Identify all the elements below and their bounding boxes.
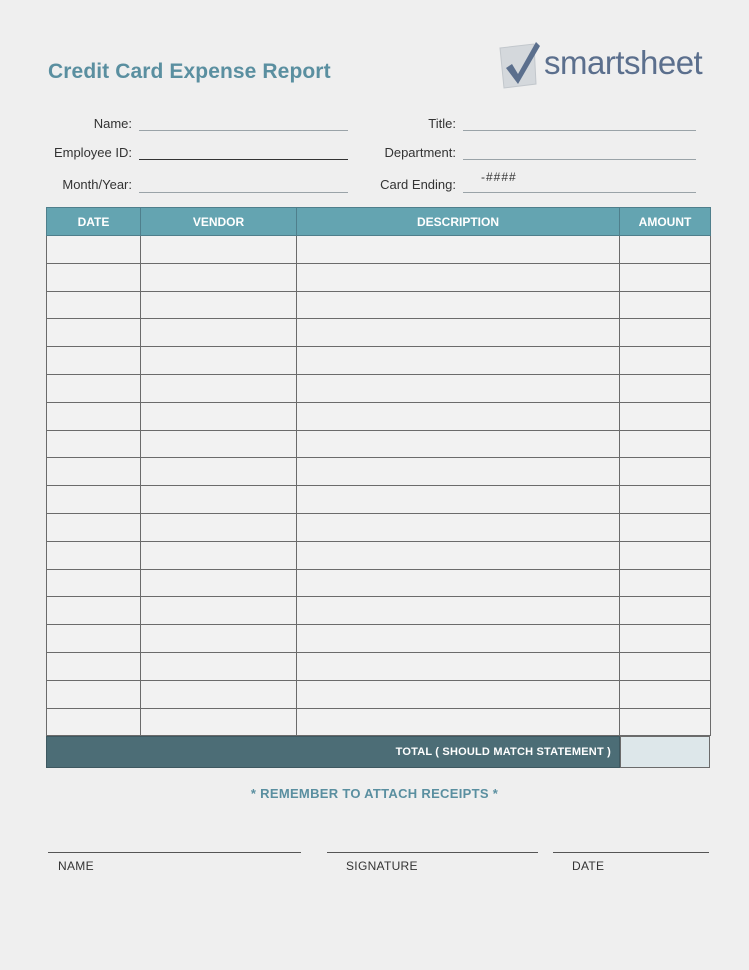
vendor-cell[interactable] — [141, 263, 297, 291]
vendor-cell[interactable] — [141, 569, 297, 597]
table-row — [47, 430, 711, 458]
department-label: Department: — [384, 145, 456, 160]
column-header-date: DATE — [47, 208, 141, 236]
description-cell[interactable] — [297, 625, 620, 653]
table-row — [47, 486, 711, 514]
date-cell[interactable] — [47, 625, 141, 653]
amount-cell[interactable] — [620, 263, 711, 291]
vendor-cell[interactable] — [141, 236, 297, 264]
vendor-cell[interactable] — [141, 430, 297, 458]
description-cell[interactable] — [297, 680, 620, 708]
table-row — [47, 263, 711, 291]
table-row — [47, 458, 711, 486]
description-cell[interactable] — [297, 347, 620, 375]
date-cell[interactable] — [47, 263, 141, 291]
vendor-cell[interactable] — [141, 486, 297, 514]
date-cell[interactable] — [47, 319, 141, 347]
signature-line[interactable] — [327, 852, 538, 853]
month-year-label: Month/Year: — [62, 177, 132, 192]
vendor-cell[interactable] — [141, 319, 297, 347]
date-cell[interactable] — [47, 652, 141, 680]
amount-cell[interactable] — [620, 319, 711, 347]
description-cell[interactable] — [297, 263, 620, 291]
description-cell[interactable] — [297, 652, 620, 680]
date-cell[interactable] — [47, 374, 141, 402]
amount-cell[interactable] — [620, 652, 711, 680]
amount-cell[interactable] — [620, 486, 711, 514]
table-row — [47, 347, 711, 375]
description-cell[interactable] — [297, 319, 620, 347]
logo-text: smartsheet — [544, 44, 703, 81]
amount-cell[interactable] — [620, 374, 711, 402]
date-cell[interactable] — [47, 513, 141, 541]
name-signature-line[interactable] — [48, 852, 301, 853]
amount-cell[interactable] — [620, 402, 711, 430]
vendor-cell[interactable] — [141, 541, 297, 569]
date-cell[interactable] — [47, 680, 141, 708]
vendor-cell[interactable] — [141, 680, 297, 708]
page-title: Credit Card Expense Report — [48, 60, 331, 83]
card-ending-value: -#### — [481, 170, 517, 184]
description-cell[interactable] — [297, 458, 620, 486]
description-cell[interactable] — [297, 569, 620, 597]
description-cell[interactable] — [297, 513, 620, 541]
date-cell[interactable] — [47, 486, 141, 514]
date-cell[interactable] — [47, 402, 141, 430]
table-row — [47, 652, 711, 680]
footer-date-label: DATE — [572, 859, 605, 873]
description-cell[interactable] — [297, 236, 620, 264]
amount-cell[interactable] — [620, 291, 711, 319]
card-ending-label: Card Ending: — [380, 177, 456, 192]
vendor-cell[interactable] — [141, 513, 297, 541]
date-cell[interactable] — [47, 236, 141, 264]
description-cell[interactable] — [297, 402, 620, 430]
table-header-row — [47, 208, 711, 236]
name-label: Name: — [93, 116, 132, 131]
amount-cell[interactable] — [620, 430, 711, 458]
expense-table — [46, 207, 711, 736]
table-row — [47, 569, 711, 597]
vendor-cell[interactable] — [141, 708, 297, 736]
date-cell[interactable] — [47, 347, 141, 375]
amount-cell[interactable] — [620, 597, 711, 625]
description-cell[interactable] — [297, 597, 620, 625]
table-row — [47, 541, 711, 569]
date-cell[interactable] — [47, 569, 141, 597]
date-cell[interactable] — [47, 597, 141, 625]
title-label: Title: — [428, 116, 456, 131]
employee-id-label: Employee ID: — [53, 145, 132, 160]
vendor-cell[interactable] — [141, 291, 297, 319]
table-row — [47, 291, 711, 319]
table-row — [47, 402, 711, 430]
description-cell[interactable] — [297, 430, 620, 458]
amount-cell[interactable] — [620, 541, 711, 569]
table-row — [47, 319, 711, 347]
amount-cell[interactable] — [620, 513, 711, 541]
table-body — [47, 236, 711, 736]
vendor-cell[interactable] — [141, 625, 297, 653]
amount-cell[interactable] — [620, 569, 711, 597]
description-cell[interactable] — [297, 291, 620, 319]
description-cell[interactable] — [297, 374, 620, 402]
month-year-field[interactable] — [139, 192, 348, 193]
vendor-cell[interactable] — [141, 597, 297, 625]
table-row — [47, 680, 711, 708]
date-signature-line[interactable] — [553, 852, 709, 853]
table-row — [47, 625, 711, 653]
description-cell[interactable] — [297, 708, 620, 736]
vendor-cell[interactable] — [141, 347, 297, 375]
amount-cell[interactable] — [620, 236, 711, 264]
table-row — [47, 708, 711, 736]
card-ending-field[interactable] — [463, 192, 696, 193]
total-bar — [46, 736, 620, 768]
footer-signature-label: SIGNATURE — [346, 859, 418, 873]
reminder-text: * REMEMBER TO ATTACH RECEIPTS * — [250, 786, 499, 801]
amount-cell[interactable] — [620, 680, 711, 708]
total-amount-cell[interactable] — [620, 736, 710, 768]
smartsheet-logo — [496, 40, 728, 92]
department-field[interactable] — [463, 159, 696, 160]
vendor-cell[interactable] — [141, 652, 297, 680]
footer-name-label: NAME — [58, 859, 94, 873]
date-cell[interactable] — [47, 430, 141, 458]
checkmark-logo-icon — [496, 40, 544, 92]
amount-cell[interactable] — [620, 347, 711, 375]
description-cell[interactable] — [297, 541, 620, 569]
column-header-description: DESCRIPTION — [297, 208, 620, 236]
table-row — [47, 597, 711, 625]
description-cell[interactable] — [297, 486, 620, 514]
vendor-cell[interactable] — [141, 374, 297, 402]
vendor-cell[interactable] — [141, 402, 297, 430]
date-cell[interactable] — [47, 458, 141, 486]
amount-cell[interactable] — [620, 458, 711, 486]
amount-cell[interactable] — [620, 708, 711, 736]
table-row — [47, 374, 711, 402]
employee-id-field[interactable] — [139, 159, 348, 160]
vendor-cell[interactable] — [141, 458, 297, 486]
table-row — [47, 236, 711, 264]
date-cell[interactable] — [47, 541, 141, 569]
title-field[interactable] — [463, 130, 696, 131]
column-header-amount: AMOUNT — [620, 208, 711, 236]
total-label: TOTAL ( SHOULD MATCH STATEMENT ) — [395, 746, 611, 758]
column-header-vendor: VENDOR — [141, 208, 297, 236]
date-cell[interactable] — [47, 291, 141, 319]
amount-cell[interactable] — [620, 625, 711, 653]
table-row — [47, 513, 711, 541]
name-field[interactable] — [139, 130, 348, 131]
date-cell[interactable] — [47, 708, 141, 736]
